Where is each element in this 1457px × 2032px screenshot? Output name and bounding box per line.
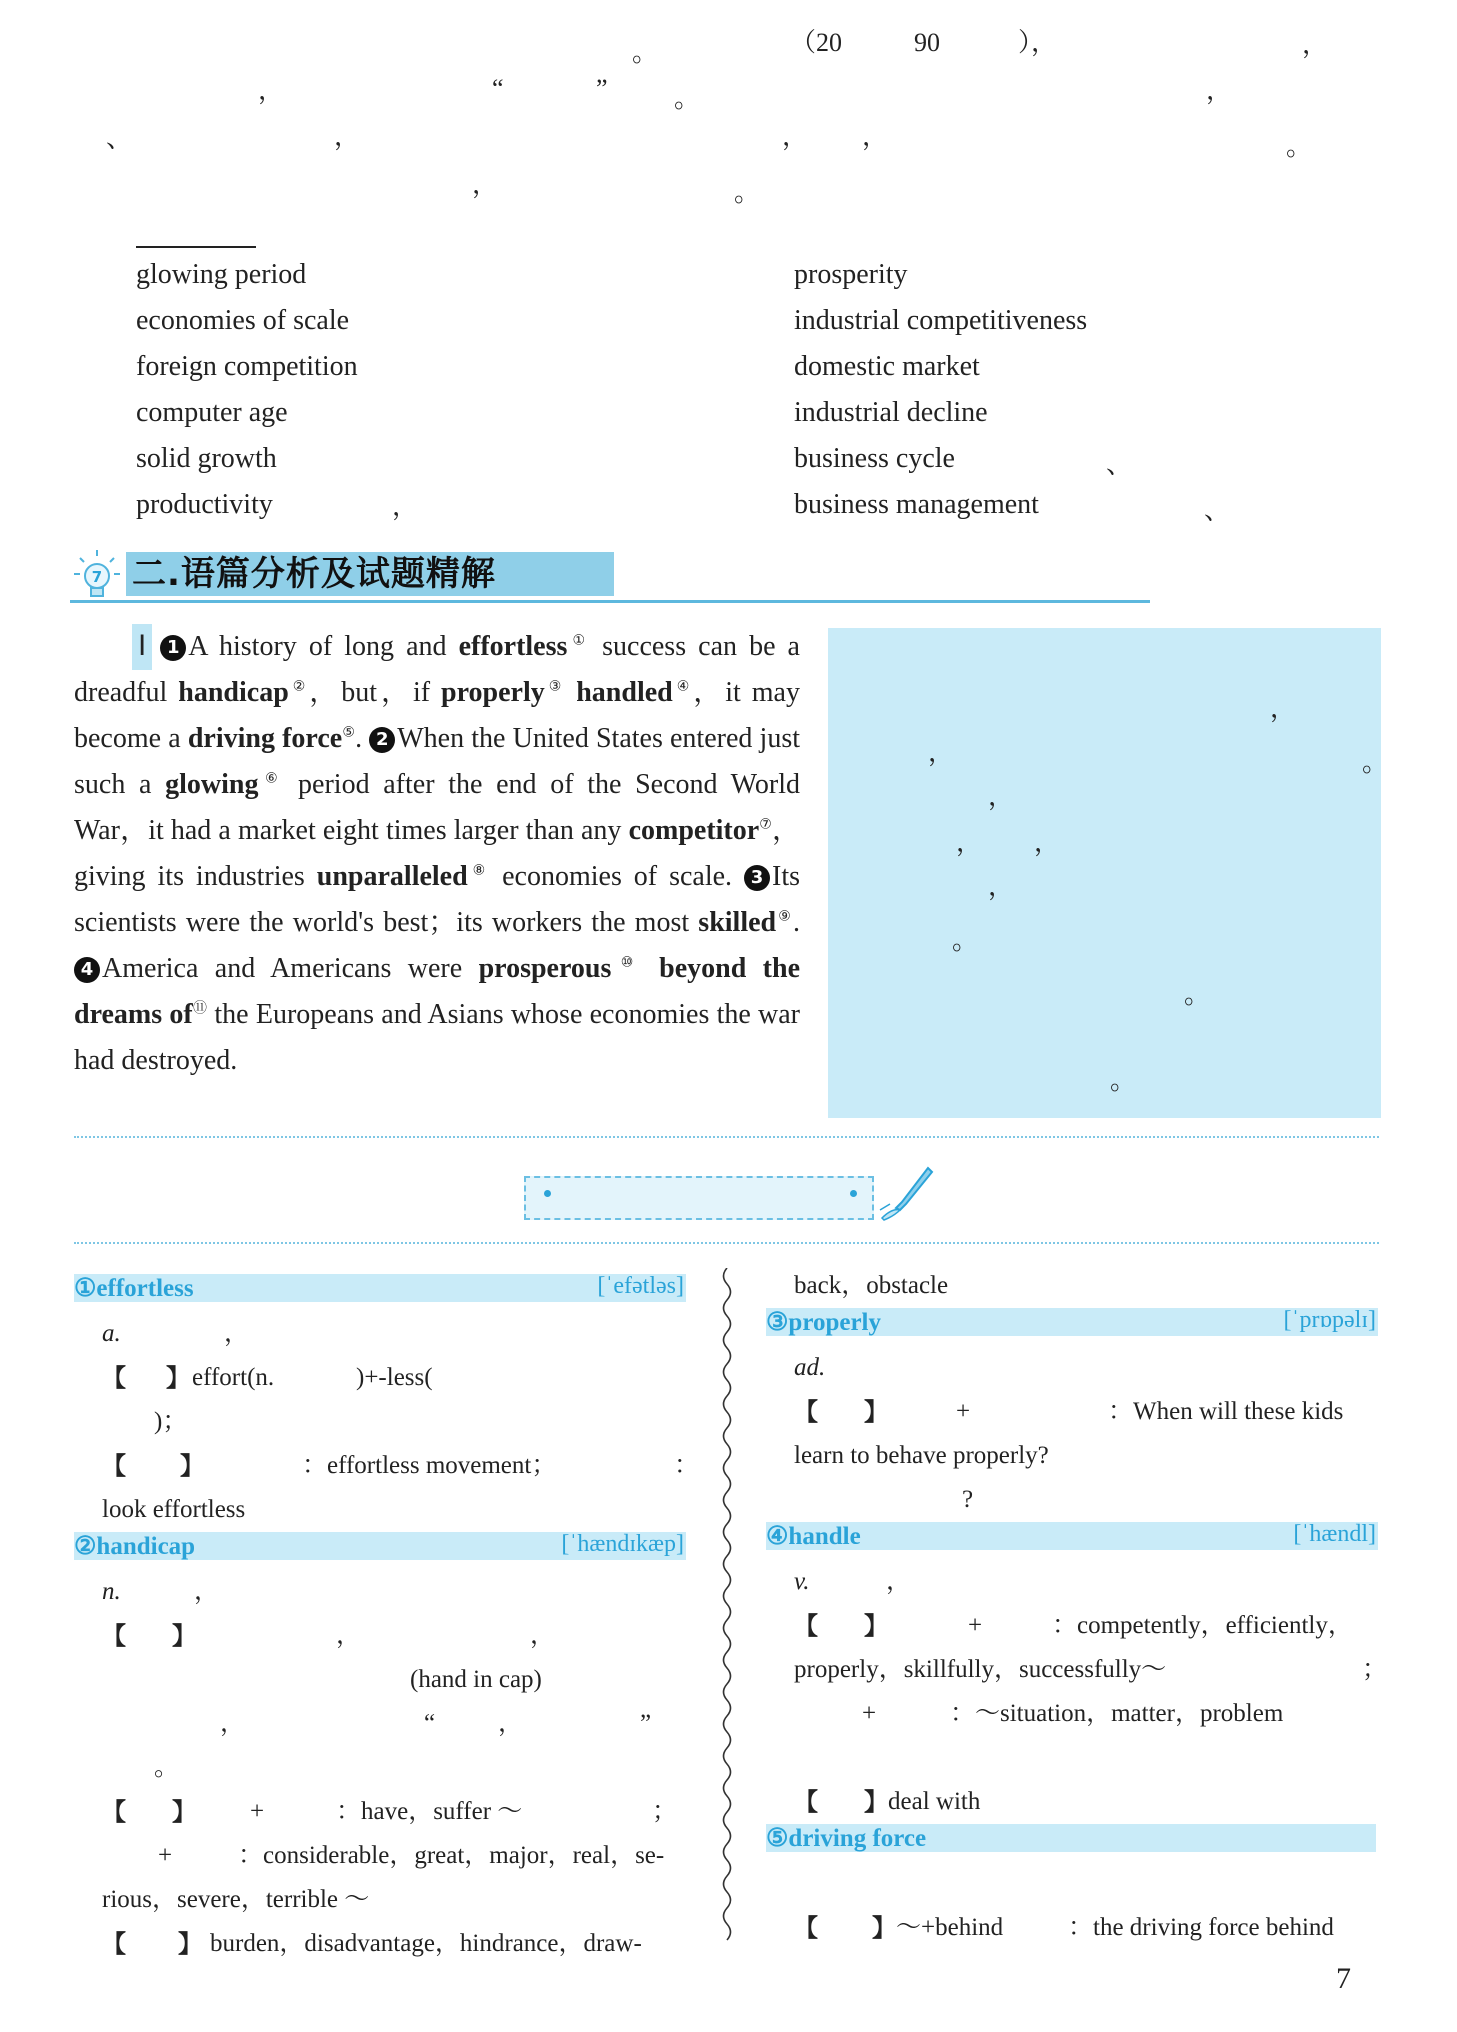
intro-punct: 、 (106, 124, 133, 154)
intro-quote-close: ” (596, 74, 608, 103)
passage-roman-marker: Ⅰ (132, 624, 152, 670)
sentence-number: 3 (744, 865, 770, 891)
intro-punct: ， (258, 76, 285, 106)
section-title: 二.语篇分析及试题精解 (132, 554, 496, 594)
intro-bracket-close: ）， (1018, 28, 1058, 57)
intro-punct: ， (334, 122, 361, 152)
intro-punct: 。 (674, 84, 701, 114)
headword: ③properly (766, 1309, 882, 1336)
key-word: handled (576, 677, 673, 708)
intro-punct: ， (1206, 76, 1233, 106)
intro-year-end: 90 (914, 28, 940, 57)
passage-paragraph: Ⅰ 1 A history of long and effortless① success can be a dreadful handicap②，but，if properly③ handled④，it may become a driving force⑤. 2 When the United States entered just such a glowing⑥ period after the end of the Second World War，it had a market eight times larger than any competitor⑦，giving its industries unparalleled⑧ economies of scale. 3 Its scientists were the world's best；its workers the most skilled⑨. 4 America and Americans were prosperous⑩ beyond the dreams of⑪ the Europeans and Asians whose economies the war had destroyed. (74, 624, 800, 1084)
key-word: handicap (178, 677, 289, 708)
key-word: driving force (187, 723, 343, 754)
key-word: unparalleled (316, 861, 468, 892)
headword: ②handicap (74, 1533, 196, 1560)
headword: ④handle (766, 1523, 861, 1550)
entry-header-properly (766, 1308, 1378, 1336)
vocab-item: business management (794, 489, 1039, 520)
vocab-list-left (136, 252, 358, 528)
notes-title-box (524, 1176, 874, 1220)
vocab-item: foreign competition (136, 351, 358, 382)
vocab-list-right (794, 252, 1087, 528)
vocab-item: industrial competitiveness (794, 305, 1088, 336)
vocab-item: economies of scale (136, 305, 350, 336)
intro-punct: 。 (632, 38, 659, 68)
section-heading (70, 548, 1150, 604)
vocab-item: productivity (136, 489, 273, 520)
vocab-punct: ， (392, 492, 419, 522)
phonetic: [ˈhændl] (1293, 1521, 1376, 1547)
sentence-number: 4 (74, 957, 100, 983)
divider-dotted (74, 1242, 1379, 1244)
key-word: glowing (165, 769, 259, 800)
vocab-item: prosperity (794, 259, 908, 290)
section-underline (70, 600, 1150, 603)
intro-punct: 。 (1286, 132, 1313, 162)
column-separator (718, 1268, 736, 1948)
vocab-item: business cycle (794, 443, 955, 474)
vocab-heading-rule (136, 246, 256, 248)
translation-box: ， ， 。 ， ， ， ， 。 。 。 (828, 628, 1381, 1118)
intro-punct: ， (862, 122, 889, 152)
intro-quote-open: “ (492, 74, 504, 103)
page-number: 7 (1336, 1962, 1351, 1995)
phonetic: [ˈefətləs] (597, 1273, 684, 1299)
intro-punct: ， (472, 170, 499, 200)
key-word: prosperous (478, 953, 612, 984)
lightbulb-icon (72, 548, 122, 602)
headword: ①effortless (74, 1275, 194, 1302)
key-word: competitor (628, 815, 760, 846)
divider-dotted (74, 1136, 1379, 1138)
entry-header-handicap (74, 1532, 686, 1560)
key-word: effortless (458, 631, 568, 662)
sentence-number: 2 (369, 727, 395, 753)
intro-punct: 。 (734, 178, 761, 208)
key-word: skilled (698, 907, 777, 938)
key-word: beyond the dreams of (74, 953, 800, 1030)
phonetic: [ˈprɒpəlɪ] (1283, 1307, 1376, 1333)
vocab-item: domestic market (794, 351, 980, 382)
vocab-item: industrial decline (794, 397, 988, 428)
vocab-item: computer age (136, 397, 288, 428)
notes-right-column: back，obstacle ③properly [ˈprɒpəlɪ] ad. 【 】 + ：When will these kids learn to behave properly? ? ④handle [ˈhændl] v. ， 【 】 + ：competently，efficiently， properly，skillfully，successfully～ ； + ：～situation，matter，problem 【 】 deal with ⑤driving force 【 】 ～+behind ：the driving force behind (766, 1272, 1388, 1942)
key-word: properly (441, 677, 545, 708)
intro-punct: ， (1302, 30, 1329, 60)
headword: ⑤driving force (766, 1825, 927, 1852)
notes-left-column: ①effortless [ˈefətləs] a. ， 【 】 effort(n. )+-less( )； 【 】 ：effortless movement； ： look effortless ②handicap [ˈhændɪkæp] n. ， 【 】 ， ， (hand in cap) ， “ ， ” 。 【 】 + ：have，suffer ～ ； + ：considerable，great，major，real，se- rious，severe，terrible ～ 【 】 burden，disadvantage，hindrance，draw- (74, 1273, 700, 1958)
vocab-punct: 、 (1106, 450, 1133, 480)
intro-year-start: （20 (790, 28, 843, 57)
vocab-item: solid growth (136, 443, 277, 474)
intro-punct: ， (782, 122, 809, 152)
vocab-item: glowing period (136, 259, 307, 290)
phonetic: [ˈhændɪkæp] (561, 1531, 684, 1557)
entry-header-handle (766, 1522, 1378, 1550)
vocab-punct: 、 (1204, 496, 1231, 526)
sentence-number: 1 (160, 635, 186, 661)
entry-header-driving-force (766, 1824, 1376, 1852)
pen-icon (876, 1164, 936, 1224)
entry-header-effortless (74, 1274, 686, 1302)
svg-text:7: 7 (91, 568, 103, 586)
